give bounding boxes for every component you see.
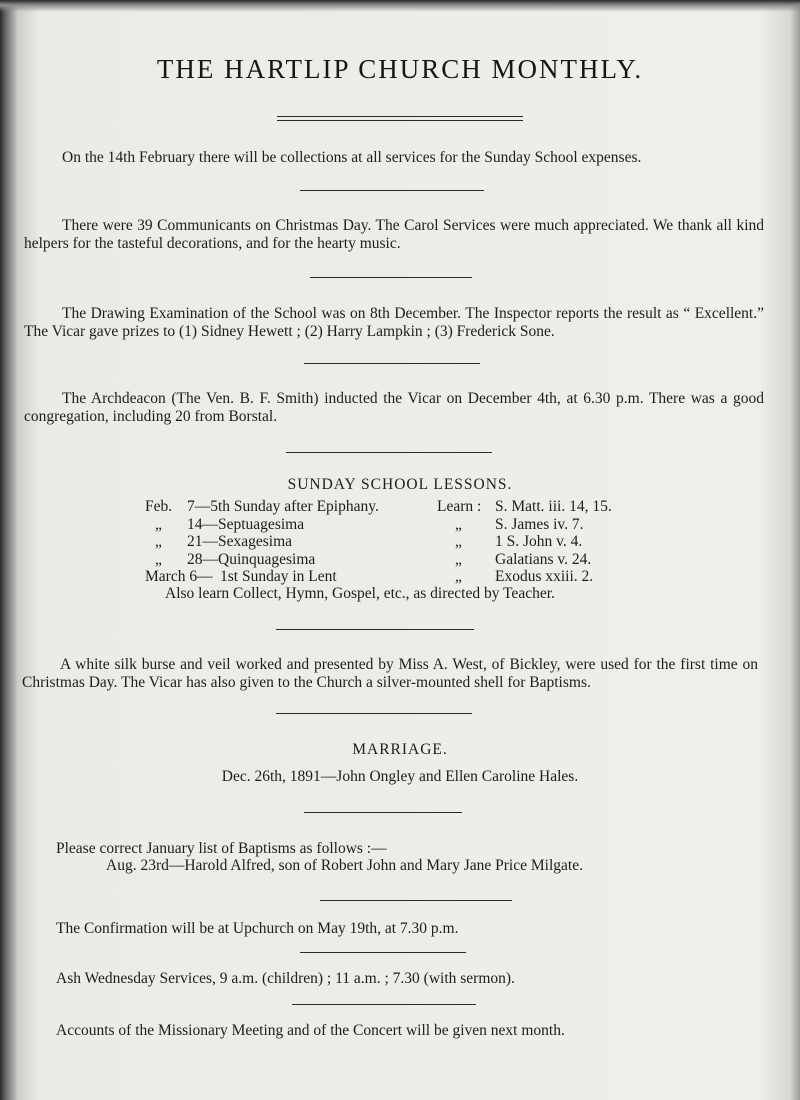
ditto-mark: „ <box>155 550 162 568</box>
divider <box>304 363 480 364</box>
lesson-month: Feb. <box>145 498 173 515</box>
lessons-heading: SUNDAY SCHOOL LESSONS. <box>287 476 513 493</box>
divider <box>320 900 512 901</box>
lesson-month: March 6— <box>145 568 213 585</box>
lesson-row <box>145 498 645 516</box>
ditto-mark: „ <box>155 533 162 550</box>
title-rule-lower <box>277 120 523 121</box>
lesson-reference: S. James iv. 7. <box>495 515 584 533</box>
accounts-notice: Accounts of the Missionary Meeting and of the Concert will be given next month. <box>56 1022 565 1039</box>
lesson-day: 1st Sunday in Lent <box>220 568 337 585</box>
ash-wednesday-notice: Ash Wednesday Services, 9 a.m. (children) ; 11 a.m. ; 7.30 (with sermon). <box>56 970 515 987</box>
ditto-mark: „ <box>155 515 162 533</box>
lesson-reference: 1 S. John v. 4. <box>495 533 583 550</box>
lesson-reference: S. Matt. iii. 14, 15. <box>495 498 612 515</box>
burse-notice: A white silk burse and veil worked and presented by Miss A. West, of Bickley, were used for the first time on Christmas Day. The Vicar has also given to the Church a silver-mounted shell for Baptisms. <box>22 656 758 691</box>
ditto-mark: „ <box>455 550 462 568</box>
lesson-day: 14—Septuagesima <box>187 515 305 533</box>
lesson-row <box>145 551 645 569</box>
ditto-mark: „ <box>455 568 462 585</box>
divider <box>276 629 474 630</box>
confirmation-notice: The Confirmation will be at Upchurch on May 19th, at 7.30 p.m. <box>56 920 459 937</box>
title-rule-upper <box>277 116 523 117</box>
marriage-entry: Dec. 26th, 1891—John Ongley and Ellen Caroline Hales. <box>221 768 579 785</box>
lesson-row <box>145 516 645 534</box>
newsletter-title: THE HARTLIP CHURCH MONTHLY. <box>156 54 644 84</box>
divider <box>300 190 484 191</box>
lesson-day: 28—Quinquagesima <box>187 550 316 568</box>
divider <box>300 952 466 953</box>
communicants-notice: There were 39 Communicants on Christmas Day. The Carol Services were much appreciated. We thank all kind helpers for the tasteful decorations, and for the hearty music. <box>24 217 764 252</box>
lesson-row <box>145 568 645 586</box>
divider <box>276 713 472 714</box>
marriage-heading: MARRIAGE. <box>352 741 448 758</box>
ditto-mark: „ <box>455 515 462 533</box>
page-edge <box>0 0 800 12</box>
divider <box>286 452 492 453</box>
lessons-table <box>145 498 645 602</box>
ditto-mark: „ <box>455 533 462 550</box>
collections-notice: On the 14th February there will be collections at all services for the Sunday School expenses. <box>62 149 642 166</box>
lesson-reference: Exodus xxiii. 2. <box>495 568 594 585</box>
lesson-day: 7—5th Sunday after Epiphany. <box>187 498 379 515</box>
lessons-note: Also learn Collect, Hymn, Gospel, etc., as directed by Teacher. <box>165 585 555 602</box>
lesson-reference: Galatians v. 24. <box>495 550 592 568</box>
learn-label: Learn : <box>437 498 482 515</box>
lesson-day: 21—Sexagesima <box>187 533 293 550</box>
divider <box>292 1004 476 1005</box>
drawing-exam-notice: The Drawing Examination of the School was on 8th December. The Inspector reports the result as “ Excellent.” The Vicar gave prizes to (1) Sidney Hewett ; (2) Harry Lampkin ; (3) Frederick Sone. <box>24 305 764 340</box>
lesson-row <box>145 533 645 551</box>
baptism-entry: Aug. 23rd—Harold Alfred, son of Robert John and Mary Jane Price Milgate. <box>106 857 583 874</box>
divider <box>310 277 472 278</box>
archdeacon-notice: The Archdeacon (The Ven. B. F. Smith) inducted the Vicar on December 4th, at 6.30 p.m. There was a good congregation, including 20 from Borstal. <box>24 390 764 425</box>
baptisms-intro: Please correct January list of Baptisms as follows :— <box>56 840 387 857</box>
divider <box>304 812 462 813</box>
